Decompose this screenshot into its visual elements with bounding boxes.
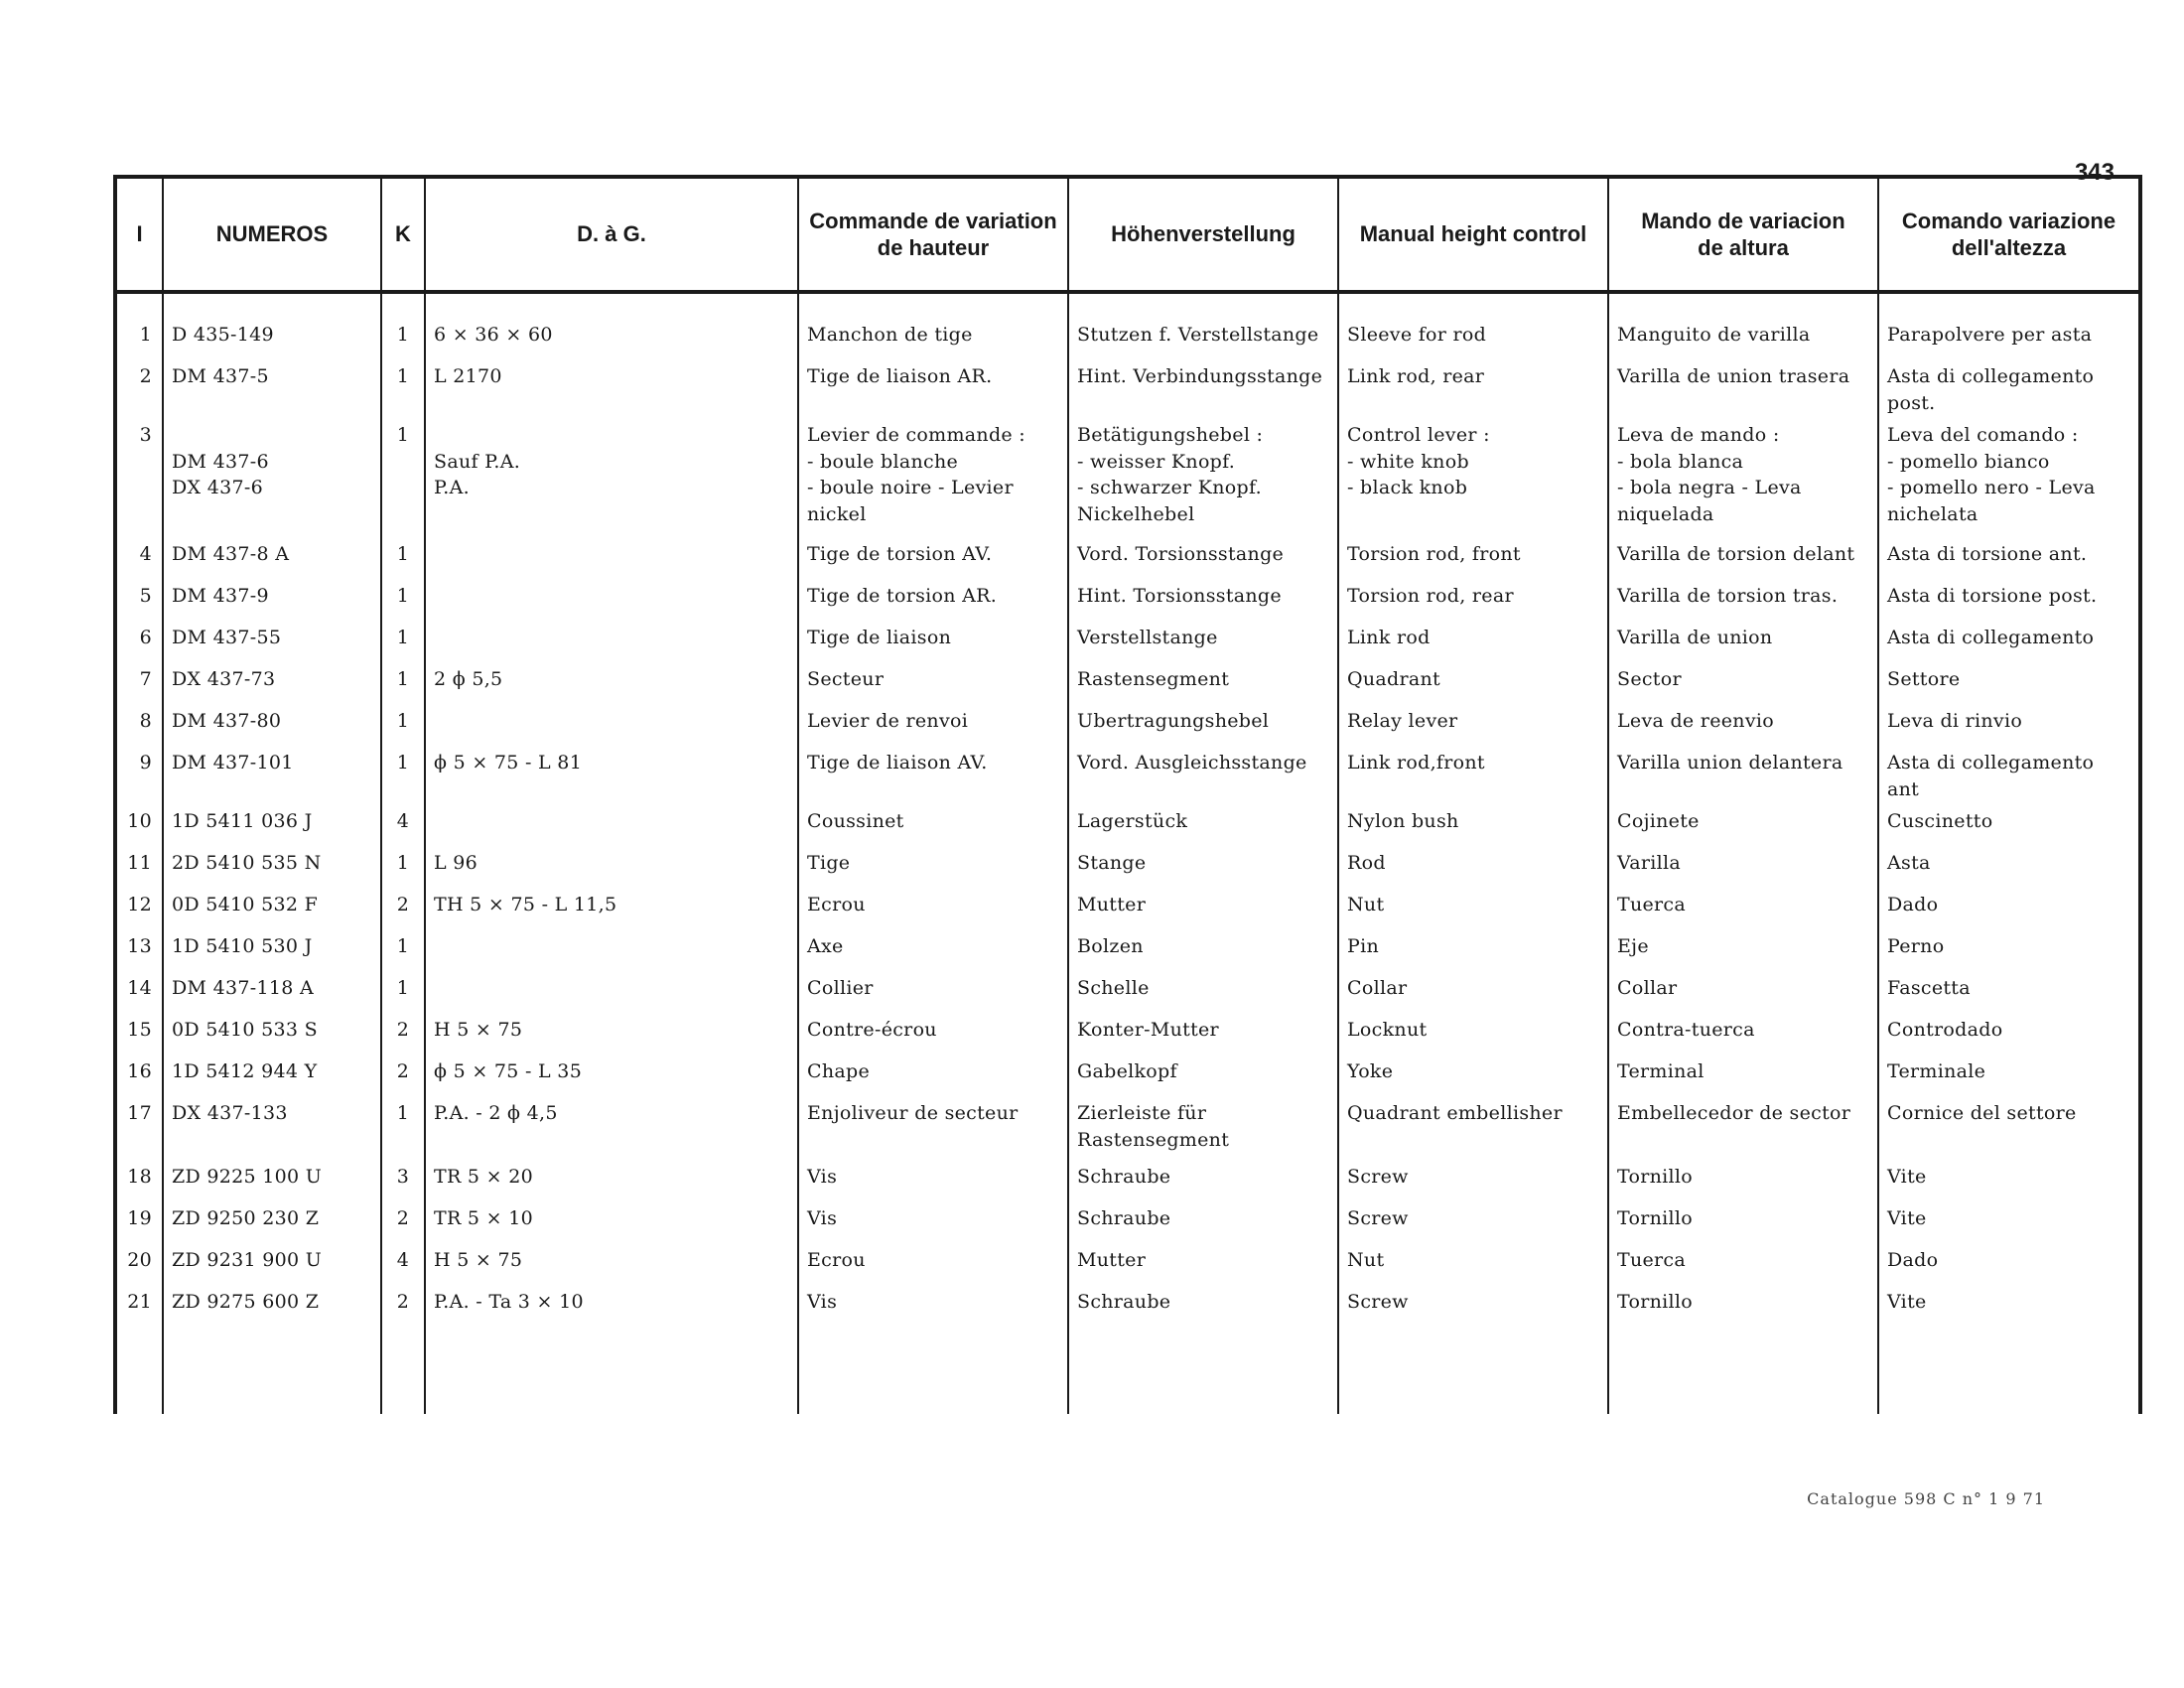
cell-german: Stange (1068, 844, 1338, 886)
cell-index: 16 (115, 1053, 163, 1094)
cell-index: 17 (115, 1094, 163, 1158)
table-row (115, 969, 2140, 1011)
cell-english: Nut (1338, 1241, 1608, 1283)
table-tail-row (115, 1325, 2140, 1414)
cell-part-number: DM 437-101 (163, 744, 381, 802)
header-english: Manual height control (1338, 177, 1608, 292)
table-row (115, 1283, 2140, 1325)
cell-index: 7 (115, 660, 163, 702)
cell-english: Collar (1338, 969, 1608, 1011)
cell-dimensions: TR 5 × 10 (425, 1199, 798, 1241)
cell-english: Rod (1338, 844, 1608, 886)
table-row (115, 577, 2140, 619)
cell-quantity: 1 (381, 416, 425, 535)
cell-french: Tige de torsion AV. (798, 535, 1068, 577)
cell-german: Lagerstück (1068, 802, 1338, 844)
table-row (115, 744, 2140, 802)
cell-german: Hint. Torsionsstange (1068, 577, 1338, 619)
cell-dimensions (425, 535, 798, 577)
cell-spanish: Tornillo (1608, 1158, 1878, 1199)
header-italian: Comando variazione dell'altezza (1878, 177, 2140, 292)
parts-catalogue-table (113, 175, 2142, 1414)
cell-quantity: 2 (381, 1199, 425, 1241)
cell-part-number: DM 437-80 (163, 702, 381, 744)
cell-quantity: 1 (381, 357, 425, 416)
cell-part-number: 0D 5410 533 S (163, 1011, 381, 1053)
cell-part-number: ZD 9250 230 Z (163, 1199, 381, 1241)
cell-dimensions: TH 5 × 75 - L 11,5 (425, 886, 798, 927)
cell-dimensions: ϕ 5 × 75 - L 35 (425, 1053, 798, 1094)
cell-part-number: DX 437-133 (163, 1094, 381, 1158)
cell-english: Control lever : - white knob - black knob (1338, 416, 1608, 535)
table-row (115, 1011, 2140, 1053)
cell-french: Axe (798, 927, 1068, 969)
cell-english: Pin (1338, 927, 1608, 969)
cell-english: Quadrant (1338, 660, 1608, 702)
cell-italian: Asta di collegamento post. (1878, 357, 2140, 416)
cell-dimensions: 2 ϕ 5,5 (425, 660, 798, 702)
cell-french: Ecrou (798, 1241, 1068, 1283)
cell-german: Zierleiste für Rastensegment (1068, 1094, 1338, 1158)
cell-french: Levier de renvoi (798, 702, 1068, 744)
cell-dimensions (425, 577, 798, 619)
cell-italian: Leva di rinvio (1878, 702, 2140, 744)
cell-english: Quadrant embellisher (1338, 1094, 1608, 1158)
cell-german: Verstellstange (1068, 619, 1338, 660)
header-quantity: K (381, 177, 425, 292)
cell-english: Screw (1338, 1158, 1608, 1199)
cell-part-number: DM 437-118 A (163, 969, 381, 1011)
table-spacer-row (115, 292, 2140, 316)
cell-spanish: Sector (1608, 660, 1878, 702)
cell-italian: Controdado (1878, 1011, 2140, 1053)
cell-part-number: ZD 9225 100 U (163, 1158, 381, 1199)
table-row (115, 535, 2140, 577)
cell-part-number: 0D 5410 532 F (163, 886, 381, 927)
cell-quantity: 1 (381, 744, 425, 802)
cell-german: Mutter (1068, 886, 1338, 927)
cell-italian: Asta di collegamento ant (1878, 744, 2140, 802)
table-row (115, 1199, 2140, 1241)
cell-german: Vord. Ausgleichsstange (1068, 744, 1338, 802)
cell-french: Tige de torsion AR. (798, 577, 1068, 619)
cell-spanish: Varilla de torsion tras. (1608, 577, 1878, 619)
cell-part-number: DM 437-6 DX 437-6 (163, 416, 381, 535)
cell-german: Schraube (1068, 1283, 1338, 1325)
header-dimensions: D. à G. (425, 177, 798, 292)
cell-spanish: Manguito de varilla (1608, 316, 1878, 357)
cell-spanish: Tuerca (1608, 886, 1878, 927)
cell-spanish: Varilla union delantera (1608, 744, 1878, 802)
cell-english: Torsion rod, front (1338, 535, 1608, 577)
cell-part-number: 1D 5410 530 J (163, 927, 381, 969)
header-numeros: NUMEROS (163, 177, 381, 292)
cell-spanish: Terminal (1608, 1053, 1878, 1094)
cell-dimensions: ϕ 5 × 75 - L 81 (425, 744, 798, 802)
cell-quantity: 1 (381, 577, 425, 619)
cell-french: Ecrou (798, 886, 1068, 927)
cell-part-number: DX 437-73 (163, 660, 381, 702)
table-row (115, 416, 2140, 535)
cell-german: Hint. Verbindungsstange (1068, 357, 1338, 416)
cell-italian: Dado (1878, 886, 2140, 927)
cell-english: Nylon bush (1338, 802, 1608, 844)
cell-english: Link rod,front (1338, 744, 1608, 802)
cell-german: Bolzen (1068, 927, 1338, 969)
cell-part-number: DM 437-5 (163, 357, 381, 416)
table-row (115, 1158, 2140, 1199)
table-row (115, 886, 2140, 927)
cell-index: 13 (115, 927, 163, 969)
cell-part-number: D 435-149 (163, 316, 381, 357)
cell-quantity: 1 (381, 844, 425, 886)
page-number: 343 (2074, 159, 2115, 186)
cell-dimensions: L 96 (425, 844, 798, 886)
cell-spanish: Leva de mando : - bola blanca - bola negra - Leva niquelada (1608, 416, 1878, 535)
cell-dimensions: H 5 × 75 (425, 1011, 798, 1053)
cell-french: Secteur (798, 660, 1068, 702)
cell-quantity: 1 (381, 927, 425, 969)
cell-italian: Asta di torsione ant. (1878, 535, 2140, 577)
cell-part-number: 1D 5411 036 J (163, 802, 381, 844)
cell-index: 5 (115, 577, 163, 619)
cell-french: Coussinet (798, 802, 1068, 844)
cell-part-number: DM 437-8 A (163, 535, 381, 577)
cell-french: Collier (798, 969, 1068, 1011)
table-row (115, 702, 2140, 744)
cell-english: Screw (1338, 1283, 1608, 1325)
cell-part-number: DM 437-9 (163, 577, 381, 619)
cell-italian: Vite (1878, 1283, 2140, 1325)
cell-dimensions (425, 619, 798, 660)
cell-italian: Parapolvere per asta (1878, 316, 2140, 357)
cell-french: Contre-écrou (798, 1011, 1068, 1053)
cell-dimensions (425, 969, 798, 1011)
cell-quantity: 2 (381, 1053, 425, 1094)
table-header-row (115, 177, 2140, 292)
table-row (115, 1053, 2140, 1094)
cell-english: Nut (1338, 886, 1608, 927)
cell-part-number: DM 437-55 (163, 619, 381, 660)
cell-dimensions: Sauf P.A. P.A. (425, 416, 798, 535)
cell-dimensions (425, 802, 798, 844)
cell-part-number: ZD 9275 600 Z (163, 1283, 381, 1325)
cell-index: 2 (115, 357, 163, 416)
cell-index: 9 (115, 744, 163, 802)
cell-spanish: Varilla de union (1608, 619, 1878, 660)
cell-english: Relay lever (1338, 702, 1608, 744)
cell-italian: Vite (1878, 1158, 2140, 1199)
cell-quantity: 1 (381, 316, 425, 357)
cell-index: 14 (115, 969, 163, 1011)
cell-german: Konter-Mutter (1068, 1011, 1338, 1053)
cell-german: Schraube (1068, 1158, 1338, 1199)
cell-french: Tige de liaison AR. (798, 357, 1068, 416)
cell-french: Tige de liaison AV. (798, 744, 1068, 802)
table-row (115, 802, 2140, 844)
cell-index: 6 (115, 619, 163, 660)
cell-index: 21 (115, 1283, 163, 1325)
cell-german: Gabelkopf (1068, 1053, 1338, 1094)
cell-quantity: 4 (381, 802, 425, 844)
cell-spanish: Contra-tuerca (1608, 1011, 1878, 1053)
cell-index: 1 (115, 316, 163, 357)
cell-german: Rastensegment (1068, 660, 1338, 702)
cell-spanish: Tuerca (1608, 1241, 1878, 1283)
cell-quantity: 1 (381, 660, 425, 702)
cell-german: Mutter (1068, 1241, 1338, 1283)
cell-index: 19 (115, 1199, 163, 1241)
cell-spanish: Cojinete (1608, 802, 1878, 844)
cell-english: Torsion rod, rear (1338, 577, 1608, 619)
cell-quantity: 1 (381, 1094, 425, 1158)
cell-italian: Leva del comando : - pomello bianco - pomello nero - Leva nichelata (1878, 416, 2140, 535)
cell-spanish: Tornillo (1608, 1283, 1878, 1325)
cell-italian: Fascetta (1878, 969, 2140, 1011)
cell-index: 10 (115, 802, 163, 844)
cell-spanish: Varilla (1608, 844, 1878, 886)
cell-dimensions: P.A. - 2 ϕ 4,5 (425, 1094, 798, 1158)
cell-english: Link rod, rear (1338, 357, 1608, 416)
cell-quantity: 2 (381, 886, 425, 927)
cell-german: Ubertragungshebel (1068, 702, 1338, 744)
cell-index: 20 (115, 1241, 163, 1283)
cell-french: Manchon de tige (798, 316, 1068, 357)
cell-italian: Perno (1878, 927, 2140, 969)
cell-french: Enjoliveur de secteur (798, 1094, 1068, 1158)
cell-index: 8 (115, 702, 163, 744)
catalogue-reference: Catalogue 598 C n° 1 9 71 (1807, 1489, 2045, 1508)
cell-german: Stutzen f. Verstellstange (1068, 316, 1338, 357)
cell-italian: Cuscinetto (1878, 802, 2140, 844)
cell-spanish: Eje (1608, 927, 1878, 969)
table-row (115, 660, 2140, 702)
cell-spanish: Leva de reenvio (1608, 702, 1878, 744)
cell-german: Betätigungshebel : - weisser Knopf. - schwarzer Knopf. Nickelhebel (1068, 416, 1338, 535)
cell-dimensions: H 5 × 75 (425, 1241, 798, 1283)
table-row (115, 357, 2140, 416)
cell-french: Tige (798, 844, 1068, 886)
cell-italian: Terminale (1878, 1053, 2140, 1094)
table-row (115, 619, 2140, 660)
cell-index: 12 (115, 886, 163, 927)
cell-index: 3 (115, 416, 163, 535)
cell-quantity: 1 (381, 702, 425, 744)
cell-quantity: 2 (381, 1283, 425, 1325)
cell-french: Chape (798, 1053, 1068, 1094)
cell-italian: Asta (1878, 844, 2140, 886)
cell-italian: Settore (1878, 660, 2140, 702)
cell-english: Sleeve for rod (1338, 316, 1608, 357)
cell-part-number: ZD 9231 900 U (163, 1241, 381, 1283)
cell-german: Schraube (1068, 1199, 1338, 1241)
cell-french: Tige de liaison (798, 619, 1068, 660)
header-german: Höhenverstellung (1068, 177, 1338, 292)
cell-dimensions: P.A. - Ta 3 × 10 (425, 1283, 798, 1325)
cell-dimensions (425, 702, 798, 744)
cell-quantity: 1 (381, 969, 425, 1011)
cell-english: Locknut (1338, 1011, 1608, 1053)
table-row (115, 316, 2140, 357)
cell-italian: Asta di torsione post. (1878, 577, 2140, 619)
cell-quantity: 2 (381, 1011, 425, 1053)
cell-quantity: 3 (381, 1158, 425, 1199)
cell-french: Vis (798, 1283, 1068, 1325)
cell-index: 15 (115, 1011, 163, 1053)
table-row (115, 927, 2140, 969)
cell-dimensions (425, 927, 798, 969)
cell-spanish: Collar (1608, 969, 1878, 1011)
header-french: Commande de variation de hauteur (798, 177, 1068, 292)
cell-index: 4 (115, 535, 163, 577)
table-row (115, 844, 2140, 886)
cell-quantity: 4 (381, 1241, 425, 1283)
cell-spanish: Embellecedor de sector (1608, 1094, 1878, 1158)
cell-spanish: Tornillo (1608, 1199, 1878, 1241)
cell-quantity: 1 (381, 535, 425, 577)
cell-english: Yoke (1338, 1053, 1608, 1094)
table-row (115, 1241, 2140, 1283)
cell-italian: Cornice del settore (1878, 1094, 2140, 1158)
cell-german: Schelle (1068, 969, 1338, 1011)
cell-english: Screw (1338, 1199, 1608, 1241)
cell-index: 11 (115, 844, 163, 886)
header-index: I (115, 177, 163, 292)
cell-french: Levier de commande : - boule blanche - boule noire - Levier nickel (798, 416, 1068, 535)
cell-spanish: Varilla de union trasera (1608, 357, 1878, 416)
cell-english: Link rod (1338, 619, 1608, 660)
cell-dimensions: L 2170 (425, 357, 798, 416)
cell-german: Vord. Torsionsstange (1068, 535, 1338, 577)
cell-italian: Asta di collegamento (1878, 619, 2140, 660)
cell-part-number: 1D 5412 944 Y (163, 1053, 381, 1094)
cell-italian: Vite (1878, 1199, 2140, 1241)
cell-spanish: Varilla de torsion delant (1608, 535, 1878, 577)
cell-french: Vis (798, 1199, 1068, 1241)
cell-dimensions: TR 5 × 20 (425, 1158, 798, 1199)
table-row (115, 1094, 2140, 1158)
cell-dimensions: 6 × 36 × 60 (425, 316, 798, 357)
cell-part-number: 2D 5410 535 N (163, 844, 381, 886)
cell-index: 18 (115, 1158, 163, 1199)
cell-french: Vis (798, 1158, 1068, 1199)
header-spanish: Mando de variacion de altura (1608, 177, 1878, 292)
cell-italian: Dado (1878, 1241, 2140, 1283)
cell-quantity: 1 (381, 619, 425, 660)
